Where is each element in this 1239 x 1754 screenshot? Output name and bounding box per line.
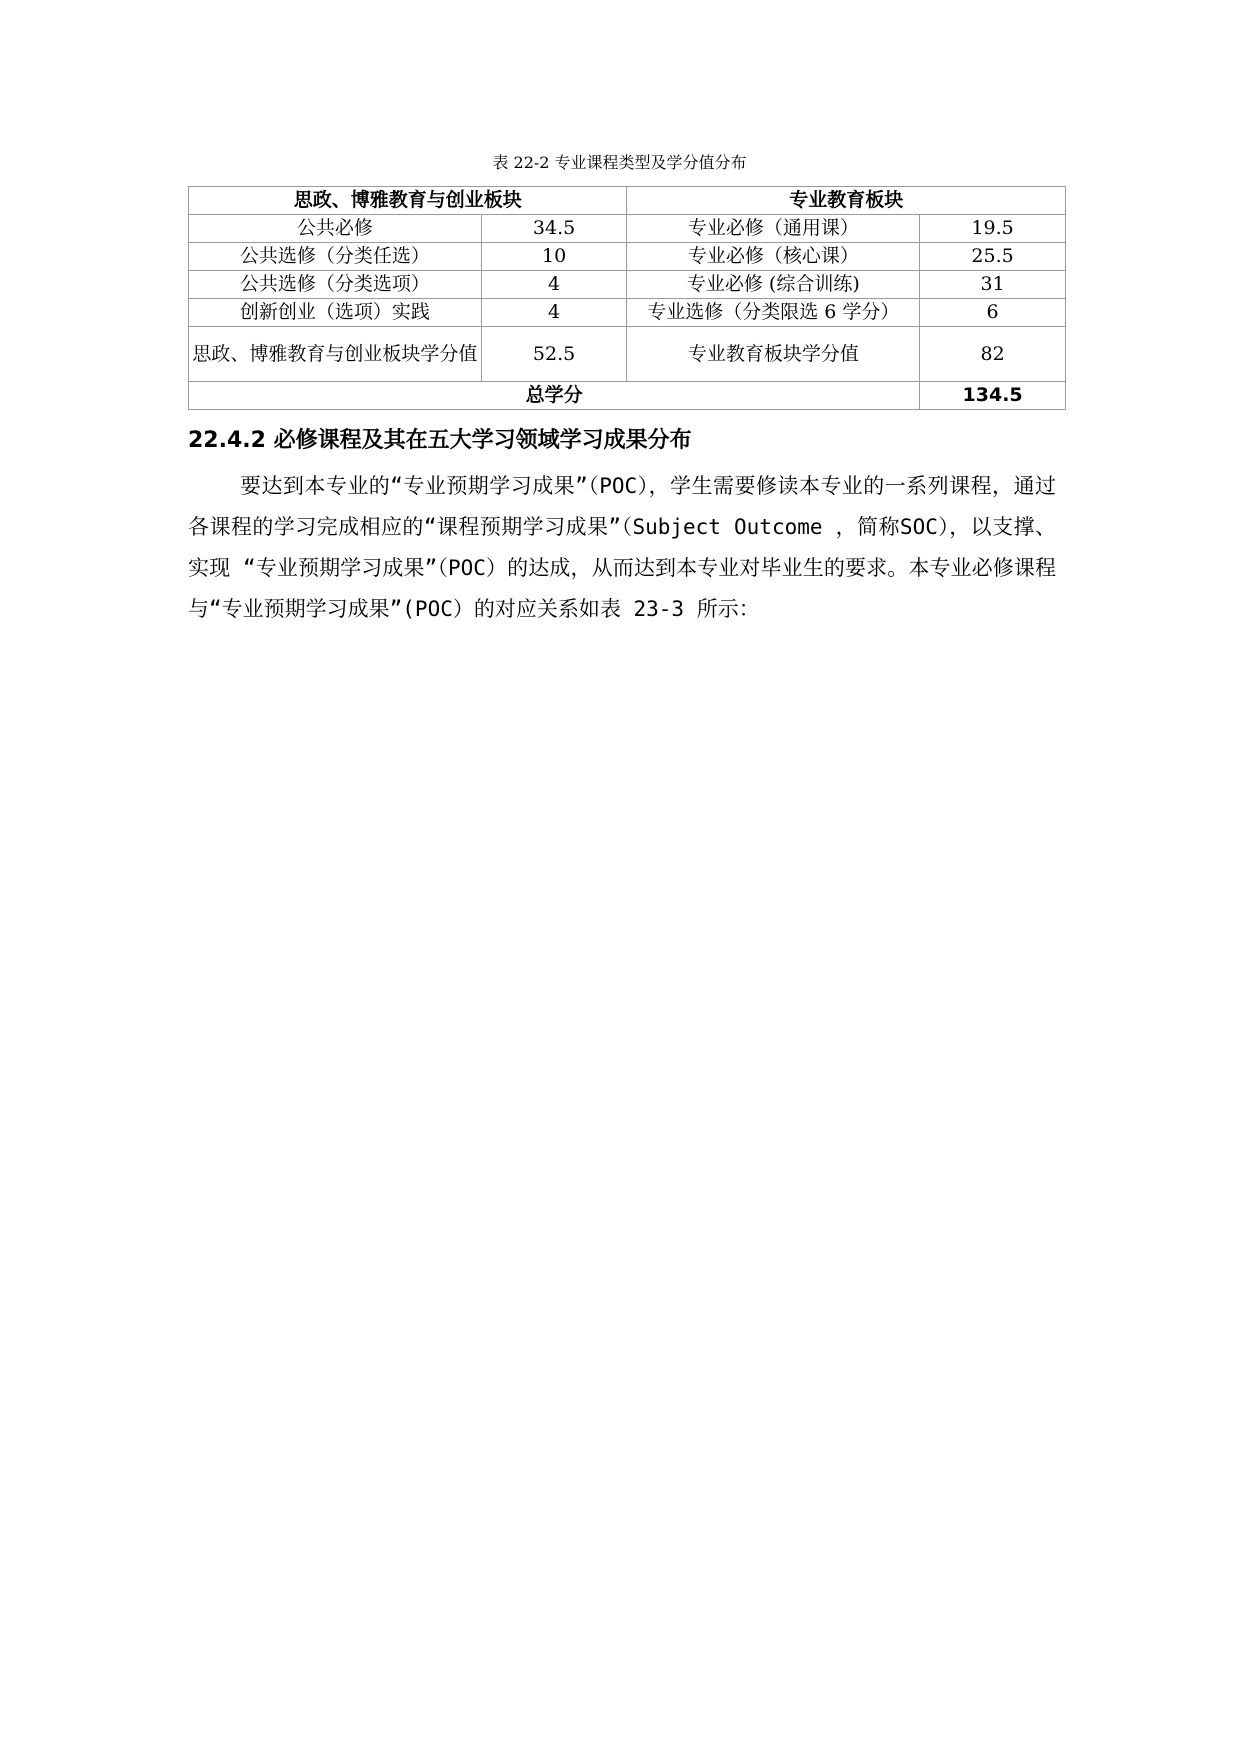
right-value-cell: 19.5 <box>920 215 1066 243</box>
left-label-cell: 公共选修（分类选项） <box>189 271 482 299</box>
table-row <box>189 327 1066 382</box>
right-label-cell: 专业选修（分类限选 6 学分） <box>627 299 920 327</box>
left-value-cell: 10 <box>481 243 627 271</box>
left-label-cell: 公共必修 <box>189 215 482 243</box>
left-label-cell: 公共选修（分类任选） <box>189 243 482 271</box>
credit-distribution-table <box>188 186 1066 410</box>
table-row <box>189 243 1066 271</box>
right-label-cell: 专业必修 (综合训练) <box>627 271 920 299</box>
left-label-cell: 思政、博雅教育与创业板块学分值 <box>189 327 482 382</box>
left-value-cell: 52.5 <box>481 327 627 382</box>
total-value-cell: 134.5 <box>920 382 1066 410</box>
table-row <box>189 299 1066 327</box>
table-row <box>189 215 1066 243</box>
left-label-cell: 创新创业（选项）实践 <box>189 299 482 327</box>
right-label-cell: 专业必修（核心课） <box>627 243 920 271</box>
table-header-row <box>189 187 1066 215</box>
table-caption: 表 22-2 专业课程类型及学分值分布 <box>492 153 747 172</box>
table-total-row <box>189 382 1066 410</box>
header-right-block: 专业教育板块 <box>627 187 1066 215</box>
body-paragraph: 要达到本专业的“专业预期学习成果”（POC），学生需要修读本专业的一系列课程，通过各课程的学习完成相应的“课程预期学习成果”（Subject Outcome ，简称SOC），以支撑、实现 “专业预期学习成果”（POC）的达成，从而达到本专业对毕业生的要求。本专业必修课程与“专业预期学习成果”(POC）的对应关系如表 23-3 所示： <box>188 474 1056 621</box>
header-left-block: 思政、博雅教育与创业板块 <box>189 187 627 215</box>
right-label-cell: 专业教育板块学分值 <box>627 327 920 382</box>
left-value-cell: 34.5 <box>481 215 627 243</box>
left-value-cell: 4 <box>481 271 627 299</box>
right-value-cell: 25.5 <box>920 243 1066 271</box>
right-value-cell: 31 <box>920 271 1066 299</box>
table-row <box>189 271 1066 299</box>
right-value-cell: 6 <box>920 299 1066 327</box>
total-label-cell: 总学分 <box>189 382 920 410</box>
right-value-cell: 82 <box>920 327 1066 382</box>
section-heading: 22.4.2 必修课程及其在五大学习领域学习成果分布 <box>188 428 692 453</box>
left-value-cell: 4 <box>481 299 627 327</box>
right-label-cell: 专业必修（通用课） <box>627 215 920 243</box>
